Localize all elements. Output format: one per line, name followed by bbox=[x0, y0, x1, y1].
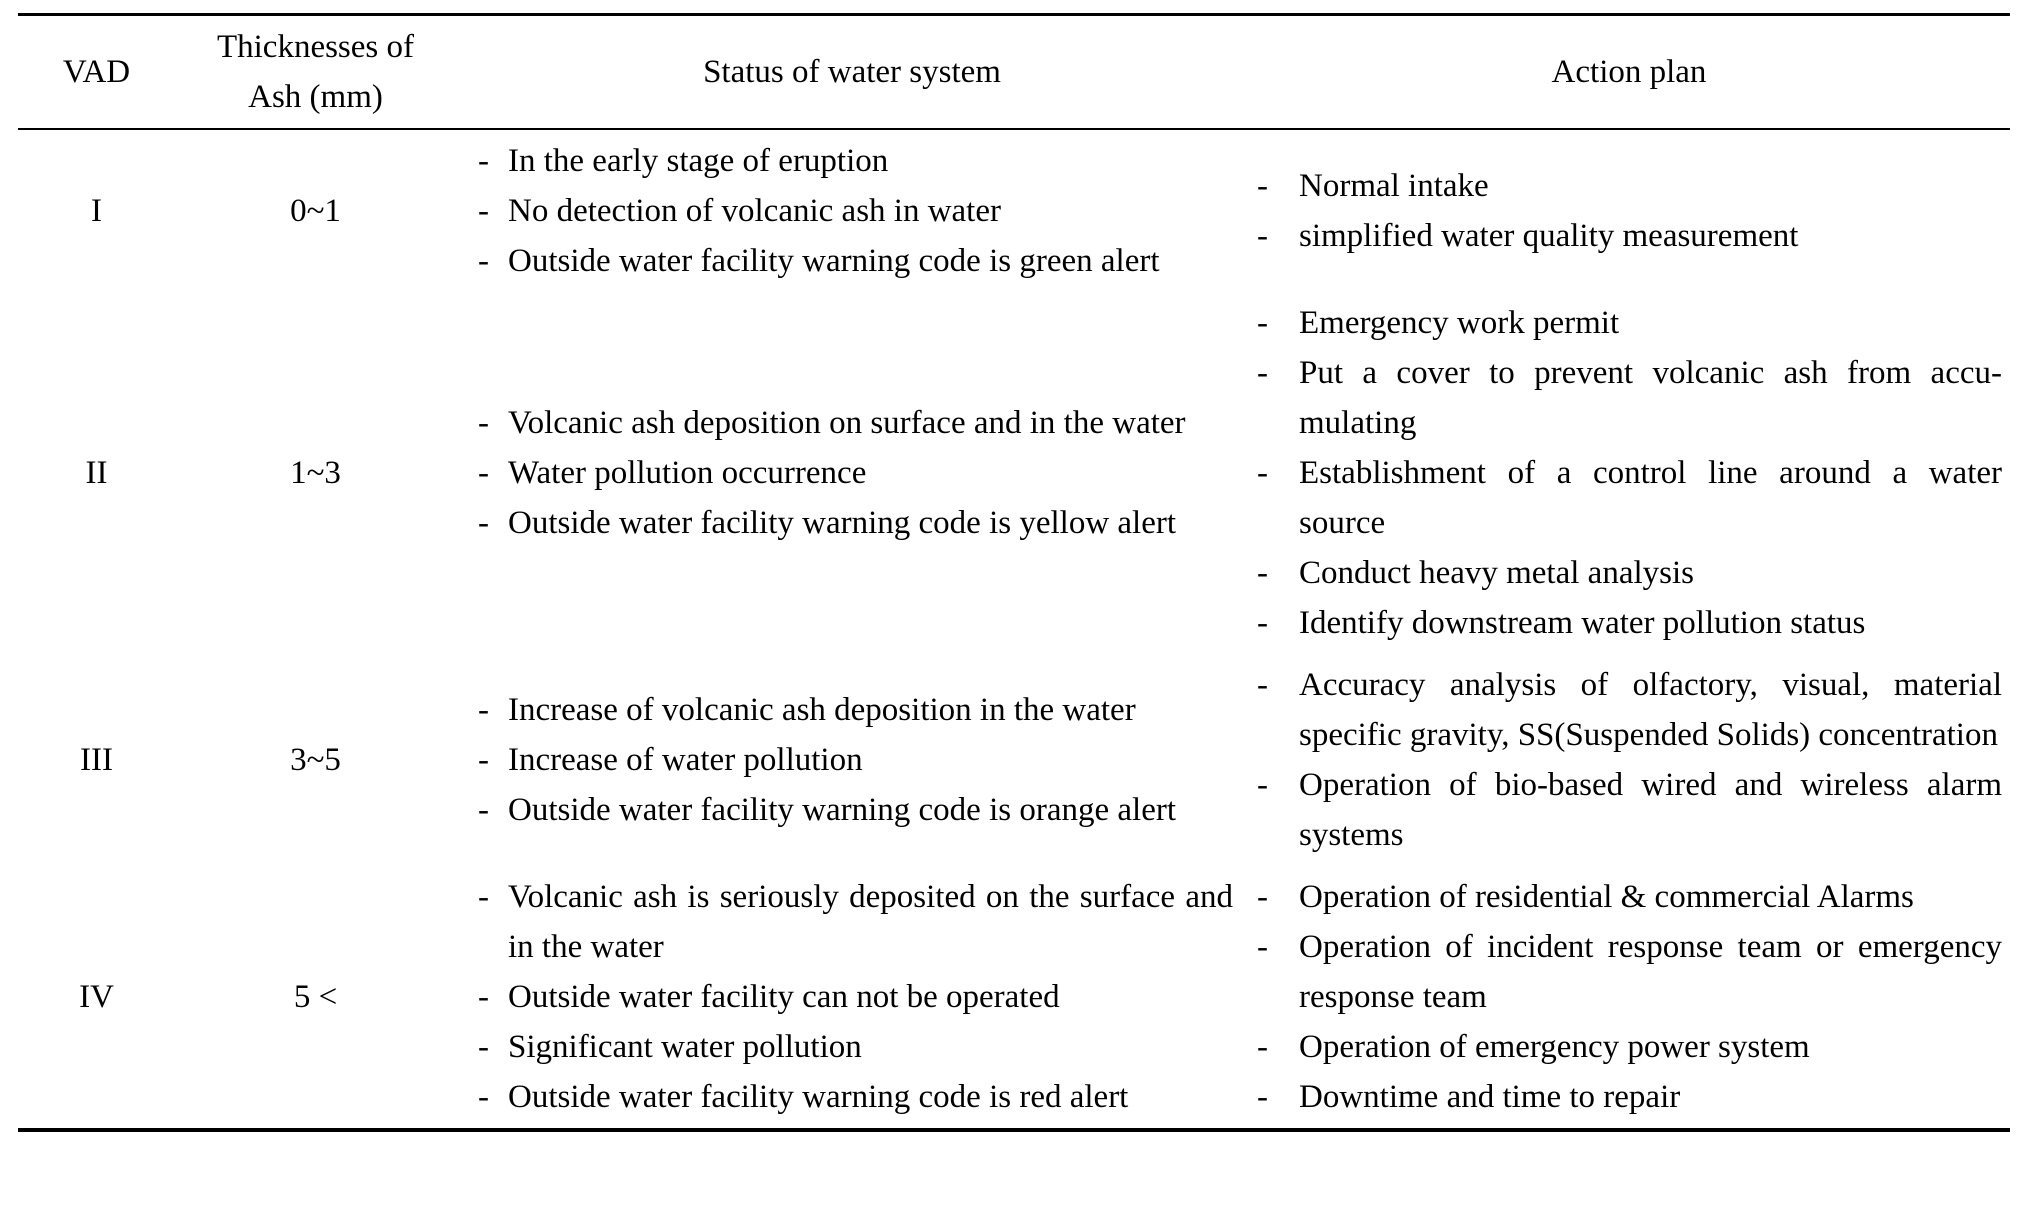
bullet-item bbox=[1257, 598, 2002, 648]
bullet-item bbox=[1257, 298, 2002, 348]
col-header-status: Status of water system bbox=[456, 15, 1248, 130]
bullet-item bbox=[456, 1022, 1233, 1072]
bullet-text: Outside water facility warning code is yellow alert bbox=[508, 505, 1177, 541]
bullet-text: In the early stage of eruption bbox=[508, 143, 889, 179]
action-plan-cell bbox=[1248, 129, 2010, 292]
dash-bullet-icon: - bbox=[478, 455, 489, 491]
dash-bullet-icon: - bbox=[1257, 555, 1268, 591]
bullet-item bbox=[456, 972, 1233, 1022]
bullet-text: Operation of residential & commercial Alarms bbox=[1299, 879, 1914, 915]
bullet-item bbox=[456, 872, 1233, 972]
dash-bullet-icon: - bbox=[1257, 667, 1268, 703]
action-plan-cell bbox=[1248, 654, 2010, 866]
dash-bullet-icon: - bbox=[478, 405, 489, 441]
bullet-text: Normal intake bbox=[1299, 168, 1489, 204]
dash-bullet-icon: - bbox=[478, 879, 489, 915]
bullet-text: Identify downstream water pollution status bbox=[1299, 605, 1866, 641]
bullet-text: Volcanic ash deposition on surface and in the water bbox=[508, 405, 1186, 441]
thickness-cell: 5 < bbox=[293, 979, 338, 1015]
dash-bullet-icon: - bbox=[478, 1079, 489, 1115]
status-cell bbox=[456, 292, 1248, 654]
bullet-text: Water pollution occurrence bbox=[508, 455, 867, 491]
bullet-item bbox=[456, 735, 1233, 785]
thickness-header-line1: Thicknesses of bbox=[216, 29, 415, 65]
vad-cell: I bbox=[91, 193, 102, 229]
bullet-text: Outside water facility warning code is red alert bbox=[508, 1079, 1129, 1115]
dash-bullet-icon: - bbox=[1257, 305, 1268, 341]
dash-bullet-icon: - bbox=[478, 792, 489, 828]
bullet-item bbox=[456, 398, 1233, 448]
bullet-text: Outside water facility warning code is green alert bbox=[508, 243, 1160, 279]
bullet-item bbox=[1257, 922, 2002, 1022]
dash-bullet-icon: - bbox=[1257, 767, 1268, 803]
bullet-item bbox=[1257, 448, 2002, 548]
bullet-text: Outside water facility can not be operated bbox=[508, 979, 1060, 1015]
dash-bullet-icon: - bbox=[478, 505, 489, 541]
bullet-text: Operation of bio-based wired and wireless alarm systems bbox=[1299, 767, 2002, 853]
bullet-text: Increase of volcanic ash deposition in the water bbox=[508, 692, 1136, 728]
dash-bullet-icon: - bbox=[1257, 355, 1268, 391]
bullet-item bbox=[456, 785, 1233, 835]
dash-bullet-icon: - bbox=[478, 1029, 489, 1065]
bullet-text: Outside water facility warning code is orange alert bbox=[508, 792, 1176, 828]
bullet-item bbox=[1257, 1072, 2002, 1122]
dash-bullet-icon: - bbox=[1257, 929, 1268, 965]
bullet-item bbox=[456, 498, 1233, 548]
bullet-item bbox=[456, 186, 1233, 236]
dash-bullet-icon: - bbox=[1257, 879, 1268, 915]
bullet-item bbox=[456, 1072, 1233, 1122]
vad-cell: IV bbox=[79, 979, 114, 1015]
dash-bullet-icon: - bbox=[478, 193, 489, 229]
table-row bbox=[18, 866, 2010, 1130]
table-body bbox=[18, 129, 2010, 1130]
table-row bbox=[18, 129, 2010, 292]
status-cell bbox=[456, 129, 1248, 292]
dash-bullet-icon: - bbox=[478, 742, 489, 778]
bullet-text: Accuracy analysis of olfactory, visual, material specific gravity, SS(Suspended Solids) concentration bbox=[1299, 667, 2002, 753]
bullet-item bbox=[456, 136, 1233, 186]
bullet-item bbox=[1257, 211, 2002, 261]
status-cell bbox=[456, 654, 1248, 866]
thickness-cell: 1~3 bbox=[290, 455, 341, 491]
bullet-item bbox=[1257, 1022, 2002, 1072]
status-cell bbox=[456, 866, 1248, 1130]
bullet-text: Operation of incident response team or emergency response team bbox=[1299, 929, 2002, 1015]
bullet-text: Conduct heavy metal analysis bbox=[1299, 555, 1694, 591]
dash-bullet-icon: - bbox=[1257, 168, 1268, 204]
thickness-cell: 3~5 bbox=[290, 742, 341, 778]
vad-cell: II bbox=[85, 455, 108, 491]
table-header-row bbox=[18, 15, 2010, 130]
bullet-item bbox=[1257, 760, 2002, 860]
bullet-text: simplified water quality measurement bbox=[1299, 218, 1799, 254]
bullet-item bbox=[456, 448, 1233, 498]
bullet-text: Volcanic ash is seriously deposited on the surface and in the water bbox=[508, 879, 1233, 965]
bullet-item bbox=[1257, 660, 2002, 760]
bullet-item bbox=[1257, 872, 2002, 922]
bullet-text: Emergency work permit bbox=[1299, 305, 1620, 341]
col-header-thickness bbox=[175, 15, 456, 130]
table-row bbox=[18, 292, 2010, 654]
dash-bullet-icon: - bbox=[1257, 605, 1268, 641]
bullet-item bbox=[456, 236, 1233, 286]
bullet-text: Establishment of a control line around a water source bbox=[1299, 455, 2002, 541]
bullet-text: Significant water pollution bbox=[508, 1029, 862, 1065]
bullet-text: Downtime and time to repair bbox=[1299, 1079, 1681, 1115]
bullet-item bbox=[1257, 548, 2002, 598]
col-header-vad: VAD bbox=[18, 15, 175, 130]
dash-bullet-icon: - bbox=[1257, 1029, 1268, 1065]
bullet-item bbox=[1257, 348, 2002, 448]
bullet-item bbox=[456, 685, 1233, 735]
action-plan-cell bbox=[1248, 866, 2010, 1130]
dash-bullet-icon: - bbox=[478, 979, 489, 1015]
dash-bullet-icon: - bbox=[1257, 1079, 1268, 1115]
dash-bullet-icon: - bbox=[478, 692, 489, 728]
dash-bullet-icon: - bbox=[1257, 218, 1268, 254]
bullet-text: Put a cover to prevent volcanic ash from accumulating bbox=[1299, 355, 2002, 441]
bullet-text: No detection of volcanic ash in water bbox=[508, 193, 1001, 229]
col-header-action: Action plan bbox=[1248, 15, 2010, 130]
dash-bullet-icon: - bbox=[478, 243, 489, 279]
thickness-cell: 0~1 bbox=[290, 193, 341, 229]
table-row bbox=[18, 654, 2010, 866]
bullet-text: Operation of emergency power system bbox=[1299, 1029, 1810, 1065]
bullet-text: Increase of water pollution bbox=[508, 742, 863, 778]
action-plan-cell bbox=[1248, 292, 2010, 654]
vad-cell: III bbox=[80, 742, 113, 778]
vad-table bbox=[18, 13, 2010, 1132]
bullet-item bbox=[1257, 161, 2002, 211]
thickness-header-line2: Ash (mm) bbox=[248, 79, 383, 115]
dash-bullet-icon: - bbox=[1257, 455, 1268, 491]
dash-bullet-icon: - bbox=[478, 143, 489, 179]
